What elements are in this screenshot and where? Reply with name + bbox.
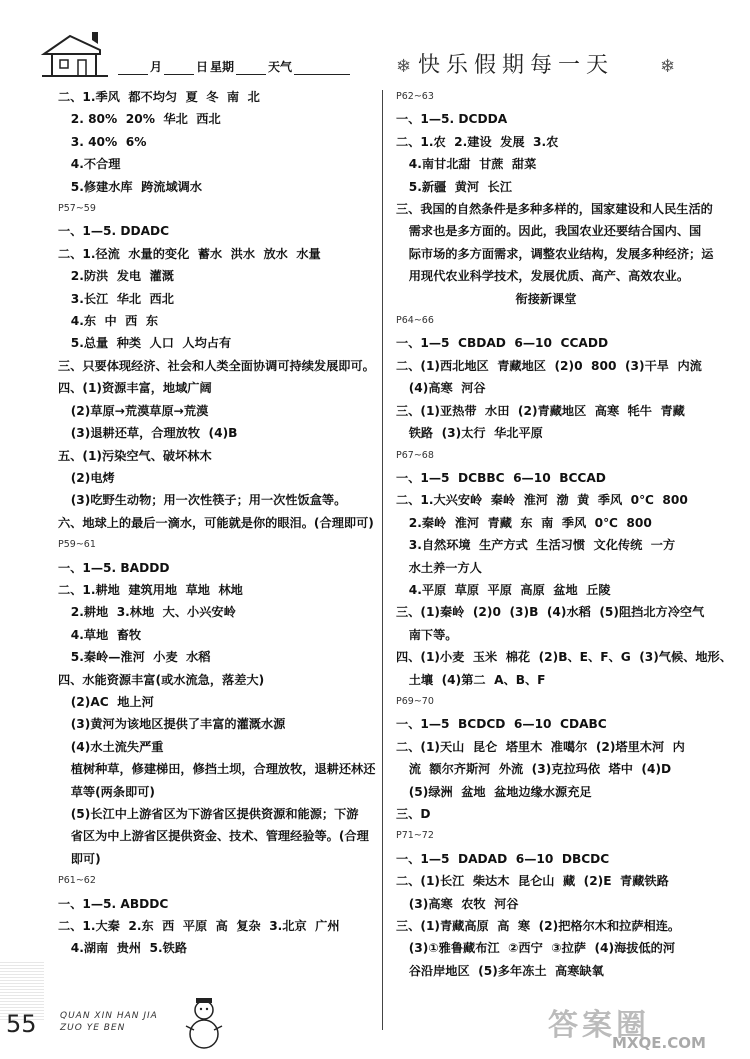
answer-line: 二、1.农 2.建设 发展 3.农 bbox=[396, 134, 559, 149]
answer-line: 省区为中上游省区提供资金、技术、管理经验等。(合理 bbox=[58, 829, 369, 844]
answer-line: 5.秦岭—淮河 小麦 水稻 bbox=[58, 650, 211, 665]
page-reference: P67~68 bbox=[396, 449, 434, 461]
page-reference: P71~72 bbox=[396, 830, 434, 842]
answer-line: 需求也是多方面的。因此，我国农业还要结合国内、国 bbox=[396, 224, 702, 239]
snowflake-icon: ❄ bbox=[396, 56, 412, 77]
answer-line: 4.东 中 西 东 bbox=[58, 314, 159, 329]
watermark-logo: 答案圈 bbox=[548, 1008, 650, 1043]
answer-line: 四、(1)小麦 玉米 棉花 (2)B、E、F、G (3)气候、地形、 bbox=[396, 650, 732, 665]
snowman-icon bbox=[182, 996, 226, 1052]
page-reference: P59~61 bbox=[58, 539, 96, 551]
page-number: 55 bbox=[6, 1010, 37, 1038]
answer-line: (4)高寒 河谷 bbox=[396, 381, 486, 396]
series-line-1: QUAN XIN HAN JIA bbox=[60, 1011, 158, 1021]
answer-line: (2)草原→荒漠草原→荒漠 bbox=[58, 403, 209, 418]
page-reference: P69~70 bbox=[396, 695, 434, 707]
answer-line: 三、我国的自然条件是多种多样的，国家建设和人民生活的 bbox=[396, 202, 713, 217]
answer-line: (5)绿洲 盆地 盆地边缘水源充足 bbox=[396, 784, 592, 799]
answer-line: 二、(1)西北地区 青藏地区 (2)0 800 (3)干旱 内流 bbox=[396, 358, 702, 373]
day-label: 日 bbox=[196, 60, 209, 74]
answer-line: 二、1.耕地 建筑用地 草地 林地 bbox=[58, 582, 243, 597]
answer-line: 际市场的多方面需求，调整农业结构，发展多种经济；运 bbox=[396, 246, 714, 261]
answer-line: (2)电烤 bbox=[58, 470, 115, 485]
answer-line: 2.耕地 3.林地 大、小兴安岭 bbox=[58, 605, 236, 620]
answer-line: 5.总量 种类 人口 人均占有 bbox=[58, 336, 232, 351]
answer-column-right bbox=[396, 86, 732, 982]
answer-line: 草等(两条即可) bbox=[58, 784, 155, 799]
answer-line: (3)黄河为该地区提供了丰富的灌溉水源 bbox=[58, 717, 286, 732]
answer-line: 一、1—5. DCDDA bbox=[396, 112, 508, 127]
page-reference: P57~59 bbox=[58, 203, 96, 215]
section-heading: 衔接新课堂 bbox=[515, 291, 577, 306]
answer-line: 三、(1)青藏高原 高 寒 (2)把格尔木和拉萨相连。 bbox=[396, 919, 681, 934]
answer-line: 三、只要体现经济、社会和人类全面协调可持续发展即可。 bbox=[58, 358, 375, 373]
answer-line: 4.平原 草原 平原 高原 盆地 丘陵 bbox=[396, 582, 611, 597]
answer-line: (3)高寒 农牧 河谷 bbox=[396, 896, 519, 911]
answer-line: 一、1—5. DDADC bbox=[58, 224, 170, 239]
answer-line: 土壤 (4)第二 A、B、F bbox=[396, 672, 546, 687]
answer-line: 2.防洪 发电 灌溉 bbox=[58, 269, 174, 284]
answer-line: 二、(1)天山 昆仑 塔里木 准噶尔 (2)塔里木河 内 bbox=[396, 739, 685, 754]
month-label: 月 bbox=[150, 60, 163, 74]
page-reference: P61~62 bbox=[58, 875, 96, 887]
series-line-2: ZUO YE BEN bbox=[60, 1023, 126, 1033]
answer-line: 南下等。 bbox=[396, 627, 458, 642]
answer-line: 谷沿岸地区 (5)多年冻土 高寒缺氧 bbox=[396, 963, 604, 978]
answer-line: 二、1.大秦 2.东 西 平原 高 复杂 3.北京 广州 bbox=[58, 919, 340, 934]
answer-line: 六、地球上的最后一滴水，可能就是你的眼泪。(合理即可) bbox=[58, 515, 374, 530]
answer-line: 3. 40% 6% bbox=[58, 134, 147, 149]
answer-line: 水土养一方人 bbox=[396, 560, 482, 575]
answer-line: (5)长江中上游省区为下游省区提供资源和能源；下游 bbox=[58, 807, 359, 821]
answer-line: (3)退耕还草，合理放牧 (4)B bbox=[58, 426, 238, 441]
answer-line: 二、(1)长江 柴达木 昆仑山 藏 (2)E 青藏铁路 bbox=[396, 874, 669, 889]
answer-line: 铁路 (3)太行 华北平原 bbox=[396, 426, 543, 441]
answer-line: 即可) bbox=[58, 851, 101, 866]
answer-line: (4)水土流失严重 bbox=[58, 739, 164, 754]
snowflake-icon: ❄ bbox=[660, 56, 676, 77]
page-reference: P64~66 bbox=[396, 315, 434, 327]
answer-line: (3)吃野生动物；用一次性筷子；用一次性饭盒等。 bbox=[58, 493, 347, 508]
answer-line: 四、(1)资源丰富，地域广阔 bbox=[58, 381, 212, 396]
page-header bbox=[0, 0, 750, 88]
page-reference: P62~63 bbox=[396, 91, 434, 102]
answer-line: (3)①雅鲁藏布江 ②西宁 ③拉萨 (4)海拔低的河 bbox=[396, 941, 676, 956]
answer-line: 3.自然环境 生产方式 生活习惯 文化传统 一方 bbox=[396, 538, 676, 553]
series-name bbox=[60, 1010, 158, 1034]
answer-line: 二、1.径流 水量的变化 蓄水 洪水 放水 水量 bbox=[58, 246, 321, 261]
answer-line: 5.新疆 黄河 长江 bbox=[396, 179, 512, 194]
date-weather-line bbox=[118, 58, 363, 75]
answer-line: 3.长江 华北 西北 bbox=[58, 291, 174, 306]
answer-line: 一、1—5 DCBBC 6—10 BCCAD bbox=[396, 470, 606, 485]
answer-line: 2.秦岭 淮河 青藏 东 南 季风 0℃ 800 bbox=[396, 515, 652, 530]
answer-line: 用现代农业科学技术，发展优质、高产、高效农业。 bbox=[396, 269, 690, 284]
answer-column-left bbox=[58, 86, 398, 960]
answer-line: 四、水能资源丰富(或水流急，落差大) bbox=[58, 672, 265, 687]
watermark-url: MXQE.COM bbox=[612, 1034, 706, 1052]
answer-line: 一、1—5 DADAD 6—10 DBCDC bbox=[396, 851, 610, 866]
answer-line: 植树种草，修建梯田，修挡土坝，合理放牧，退耕还林还 bbox=[58, 762, 376, 777]
answer-line: 二、1.大兴安岭 秦岭 淮河 渤 黄 季风 0℃ 800 bbox=[396, 493, 688, 508]
answer-line: 一、1—5. ABDDC bbox=[58, 896, 169, 911]
week-label: 星期 bbox=[210, 60, 235, 74]
answer-line: 二、1.季风 都不均匀 夏 冬 南 北 bbox=[58, 90, 260, 104]
answer-line: 三、(1)亚热带 水田 (2)青藏地区 高寒 牦牛 青藏 bbox=[396, 403, 685, 418]
page-title: 快乐假期每一天 bbox=[418, 53, 615, 78]
answer-line: 一、1—5. BADDD bbox=[58, 560, 170, 575]
answer-line: 一、1—5 CBDAD 6—10 CCADD bbox=[396, 336, 609, 351]
answer-line: 流 额尔齐斯河 外流 (3)克拉玛依 塔中 (4)D bbox=[396, 762, 672, 777]
answer-line: 4.湖南 贵州 5.铁路 bbox=[58, 941, 188, 956]
answer-line: 一、1—5 BCDCD 6—10 CDABC bbox=[396, 717, 607, 732]
answer-line: 2. 80% 20% 华北 西北 bbox=[58, 112, 221, 127]
answer-line: (2)AC 地上河 bbox=[58, 694, 154, 709]
answer-line: 三、(1)秦岭 (2)0 (3)B (4)水稻 (5)阻挡北方冷空气 bbox=[396, 605, 705, 620]
snow-house-icon bbox=[40, 30, 110, 78]
answer-line: 4.草地 畜牧 bbox=[58, 627, 142, 642]
answer-line: 三、D bbox=[396, 807, 431, 821]
answer-line: 4.不合理 bbox=[58, 157, 121, 172]
answer-line: 4.南甘北甜 甘蔗 甜菜 bbox=[396, 157, 537, 172]
answer-line: 5.修建水库 跨流域调水 bbox=[58, 179, 203, 194]
answer-line: 五、(1)污染空气、破坏林木 bbox=[58, 448, 212, 463]
weather-label: 天气 bbox=[268, 60, 293, 74]
